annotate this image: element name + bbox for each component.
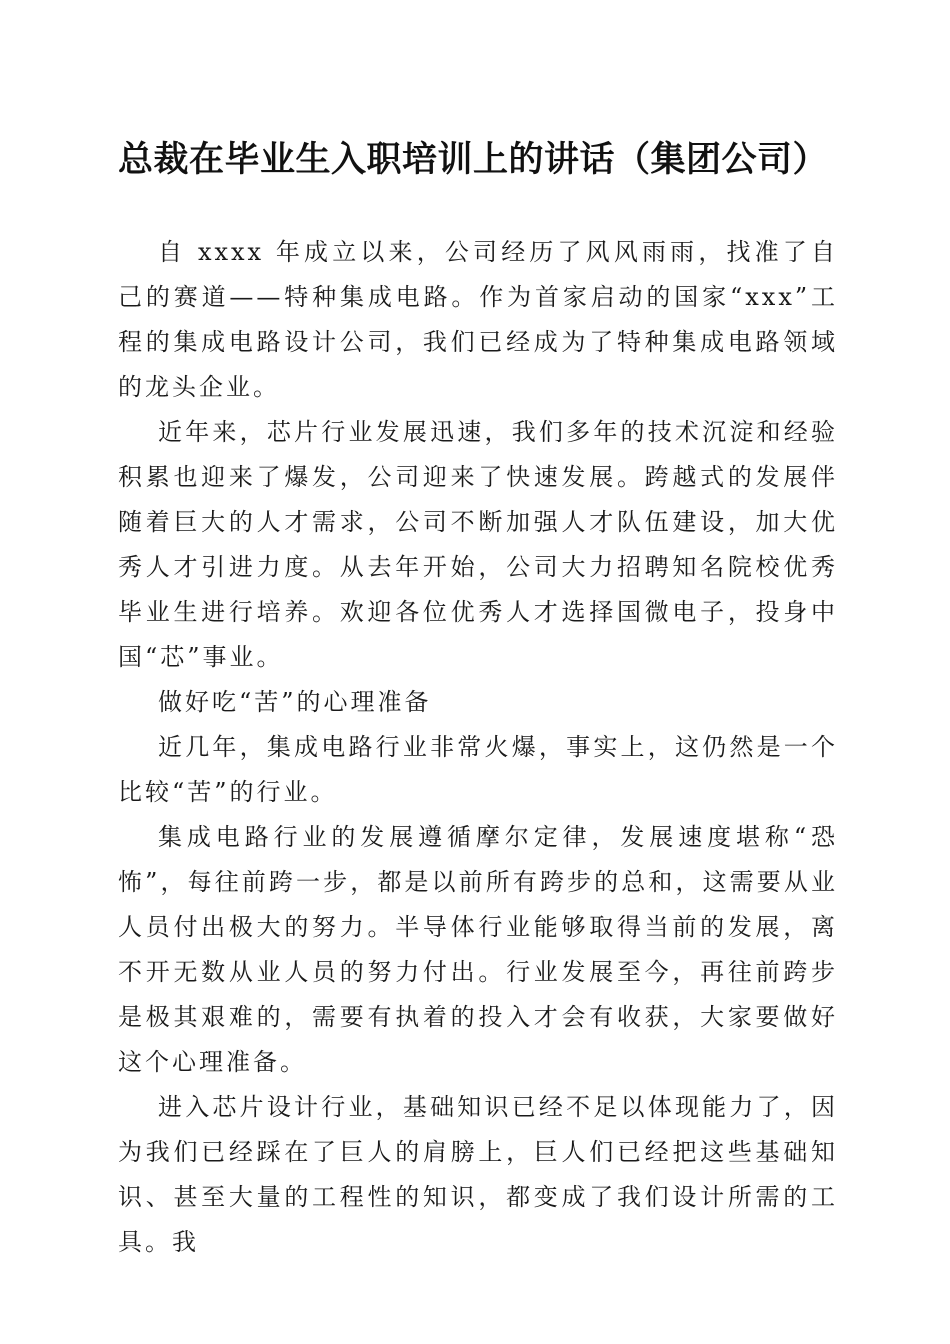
section-heading: 做好吃“苦”的心理准备 — [158, 688, 432, 716]
document-title: 总裁在毕业生入职培训上的讲话（集团公司） — [118, 139, 829, 180]
paragraph: 进入芯片设计行业，基础知识已经不足以体现能力了，因为我们已经踩在了巨人的肩膀上，巨人们已经把这些基础知识、甚至大量的工程性的知识，都变成了我们设计所需的工具。我 — [118, 1093, 838, 1256]
document-body — [118, 230, 838, 1265]
paragraph: 近几年，集成电路行业非常火爆，事实上，这仍然是一个比较“苦”的行业。 — [118, 733, 838, 806]
paragraph: 自 xxxx 年成立以来，公司经历了风风雨雨，找准了自己的赛道——特种集成电路。作为首家启动的国家“xxx”工程的集成电路设计公司，我们已经成为了特种集成电路领域的龙头企业。 — [118, 238, 838, 401]
paragraph: 集成电路行业的发展遵循摩尔定律，发展速度堪称“恐怖”，每往前跨一步，都是以前所有跨步的总和，这需要从业人员付出极大的努力。半导体行业能够取得当前的发展，离不开无数从业人员的努力付出。行业发展至今，再往前跨步是极其艰难的，需要有执着的投入才会有收获，大家要做好这个心理准备。 — [118, 823, 838, 1076]
paragraph: 近年来，芯片行业发展迅速，我们多年的技术沉淀和经验积累也迎来了爆发，公司迎来了快速发展。跨越式的发展伴随着巨大的人才需求，公司不断加强人才队伍建设，加大优秀人才引进力度。从去年开始，公司大力招聘知名院校优秀毕业生进行培养。欢迎各位优秀人才选择国微电子，投身中国“芯”事业。 — [118, 418, 838, 671]
